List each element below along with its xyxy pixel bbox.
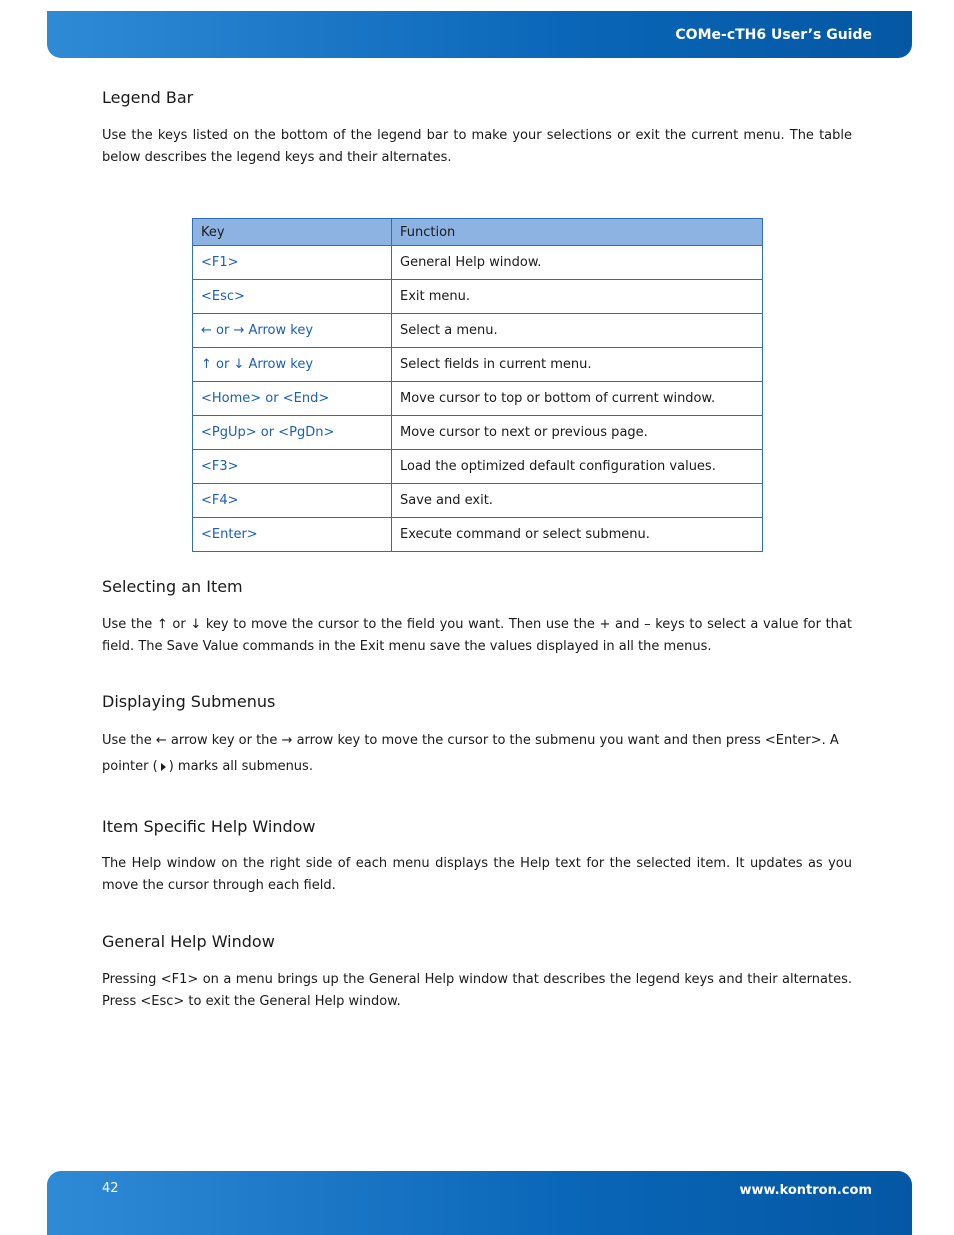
key-cell: <Home> or <End> (193, 382, 392, 416)
key-cell: <PgUp> or <PgDn> (193, 416, 392, 450)
legend-bar-heading: Legend Bar (102, 88, 194, 107)
table-header-row (193, 219, 763, 246)
key-cell: <F4> (193, 484, 392, 518)
pointer-text-before: pointer ( (102, 759, 158, 774)
submenus-text-line1: Use the ← arrow key or the → arrow key to move the cursor to the submenu you want and then press <Enter>. A (102, 733, 839, 748)
submenus-text-line2 (102, 756, 852, 778)
page-number: 42 (102, 1181, 119, 1196)
table-row (193, 484, 763, 518)
key-cell: <Enter> (193, 518, 392, 552)
item-help-text: The Help window on the right side of each menu displays the Help text for the selected item. It updates as you move the cursor through each field. (102, 856, 852, 893)
table-row (193, 518, 763, 552)
table-row (193, 246, 763, 280)
general-help-heading: General Help Window (102, 932, 275, 951)
submenu-pointer-icon (161, 763, 166, 771)
function-cell: Move cursor to next or previous page. (392, 416, 763, 450)
legend-keys-table (192, 218, 763, 552)
header-bar (47, 11, 912, 58)
function-cell: Load the optimized default configuration values. (392, 450, 763, 484)
function-cell: Select a menu. (392, 314, 763, 348)
key-cell: ↑ or ↓ Arrow key (193, 348, 392, 382)
key-cell: <F1> (193, 246, 392, 280)
selecting-heading: Selecting an Item (102, 577, 243, 596)
table-row (193, 348, 763, 382)
key-cell: <Esc> (193, 280, 392, 314)
legend-bar-intro: Use the keys listed on the bottom of the legend bar to make your selections or exit the current menu. The table below describes the legend keys and their alternates. (102, 128, 852, 165)
column-header-key: Key (193, 219, 392, 246)
function-cell: Move cursor to top or bottom of current window. (392, 382, 763, 416)
table-row (193, 450, 763, 484)
table-row (193, 416, 763, 450)
website-url: www.kontron.com (739, 1183, 872, 1198)
document-title: COMe-cTH6 User’s Guide (675, 27, 872, 43)
table-row (193, 382, 763, 416)
key-cell: ← or → Arrow key (193, 314, 392, 348)
function-cell: Exit menu. (392, 280, 763, 314)
table-row (193, 314, 763, 348)
table-row (193, 280, 763, 314)
function-cell: Select fields in current menu. (392, 348, 763, 382)
function-cell: Save and exit. (392, 484, 763, 518)
function-cell: General Help window. (392, 246, 763, 280)
submenus-heading: Displaying Submenus (102, 692, 276, 711)
function-cell: Execute command or select submenu. (392, 518, 763, 552)
selecting-text: Use the ↑ or ↓ key to move the cursor to the field you want. Then use the + and – keys to select a value for that field. The Save Value commands in the Exit menu save the values displayed in all the menus. (102, 617, 852, 654)
footer-bar (47, 1171, 912, 1235)
key-cell: <F3> (193, 450, 392, 484)
column-header-function: Function (392, 219, 763, 246)
general-help-text: Pressing <F1> on a menu brings up the General Help window that describes the legend keys and their alternates. Press <Esc> to exit the General Help window. (102, 972, 852, 1009)
item-help-heading: Item Specific Help Window (102, 817, 316, 836)
pointer-text-after: ) marks all submenus. (168, 759, 313, 774)
